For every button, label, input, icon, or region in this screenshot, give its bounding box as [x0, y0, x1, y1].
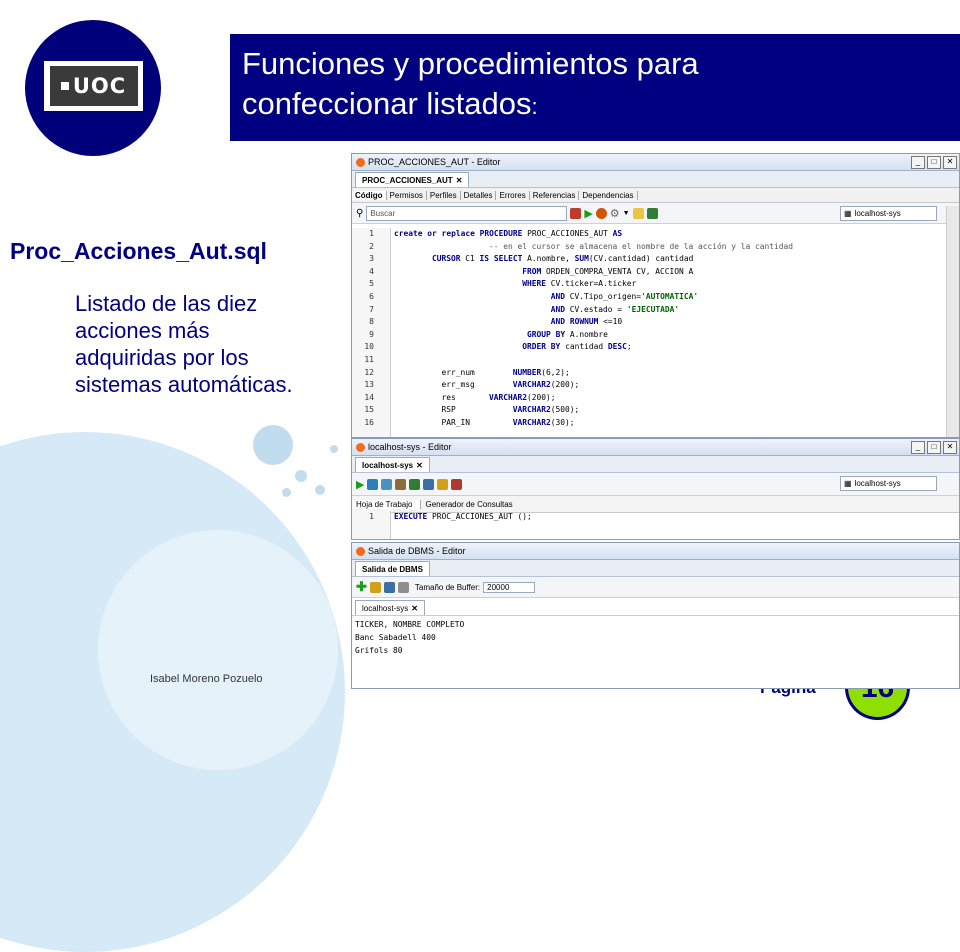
decorative-dot: [282, 488, 291, 497]
code-line[interactable]: [352, 316, 945, 329]
line-number: 1: [369, 229, 374, 238]
code-text: RSP VARCHAR2(500);: [394, 405, 580, 415]
window-title: PROC_ACCIONES_AUT - Editor: [368, 157, 501, 167]
tab-output-localhost-sys[interactable]: [355, 600, 425, 615]
line-number: 6: [369, 291, 374, 301]
gear-icon[interactable]: ⚙: [609, 207, 620, 220]
code-lines[interactable]: [352, 511, 945, 524]
close-button[interactable]: ✕: [943, 156, 957, 169]
editor-toolbar: [352, 203, 959, 224]
code-line[interactable]: [352, 341, 945, 354]
worksheet-toolbar: [352, 473, 959, 496]
print-icon[interactable]: [398, 582, 409, 593]
window-titlebar[interactable]: [352, 439, 959, 456]
line-number: 15: [364, 405, 374, 415]
history-icon[interactable]: [451, 479, 462, 490]
code-text: err_num NUMBER(6,2);: [394, 367, 570, 377]
code-line[interactable]: [352, 291, 945, 304]
line-number: 4: [369, 266, 374, 276]
subtab-referencias[interactable]: Referencias: [530, 191, 580, 200]
uoc-logo: [44, 61, 143, 111]
code-line[interactable]: [352, 404, 945, 417]
decorative-circle-small: [98, 530, 338, 770]
window-title: Salida de DBMS - Editor: [368, 546, 466, 556]
line-number: 13: [364, 380, 374, 390]
chevron-down-icon[interactable]: ▼: [622, 209, 630, 217]
code-text: ORDER BY cantidad DESC;: [522, 342, 632, 352]
window-titlebar[interactable]: [352, 154, 959, 171]
code-line[interactable]: [352, 228, 945, 241]
file-name-heading: Proc_Acciones_Aut.sql: [10, 238, 267, 264]
window-title: localhost-sys - Editor: [368, 442, 452, 452]
code-line[interactable]: [352, 392, 945, 405]
code-text: EXECUTE PROC_ACCIONES_AUT ();: [394, 512, 532, 521]
vertical-scrollbar[interactable]: [946, 206, 959, 437]
code-editor[interactable]: [352, 228, 945, 437]
code-text: AND CV.Tipo_origen='AUTOMATICA': [550, 291, 699, 301]
compile-icon[interactable]: [647, 208, 658, 219]
close-icon[interactable]: ✕: [455, 175, 463, 185]
subtab-permisos[interactable]: Permisos: [387, 191, 427, 200]
decorative-dot: [295, 470, 307, 482]
rollback-icon[interactable]: [395, 479, 406, 490]
code-lines[interactable]: [352, 228, 945, 430]
subtab-dependencias[interactable]: Dependencias: [579, 191, 637, 200]
tab-localhost-sys[interactable]: [355, 457, 430, 472]
author-name: Isabel Moreno Pozuelo: [150, 673, 263, 685]
line-number: 7: [369, 304, 374, 314]
window-titlebar[interactable]: [352, 543, 959, 560]
subtab-errores[interactable]: Errores: [496, 191, 529, 200]
save-icon[interactable]: [384, 582, 395, 593]
code-line[interactable]: [352, 354, 945, 367]
autotrace-icon[interactable]: [409, 479, 420, 490]
oracle-icon: [356, 158, 365, 167]
code-line[interactable]: [352, 241, 945, 254]
buffer-size-input[interactable]: 20000: [483, 582, 535, 593]
line-number: 8: [369, 317, 374, 327]
dbms-output-text: [355, 618, 464, 657]
minimize-button[interactable]: _: [911, 441, 925, 454]
decorative-dot: [272, 449, 286, 463]
line-number: 2: [369, 241, 374, 251]
maximize-button[interactable]: □: [927, 156, 941, 169]
line-number: 12: [364, 367, 374, 377]
tab-salida-de-dbms[interactable]: [355, 561, 430, 576]
title-banner: [230, 34, 960, 141]
connection-select[interactable]: [840, 206, 937, 221]
clear-icon[interactable]: [370, 582, 381, 593]
code-text: GROUP BY A.nombre: [527, 329, 608, 339]
code-line[interactable]: [352, 367, 945, 380]
edit-icon[interactable]: [633, 208, 644, 219]
explain-plan-icon[interactable]: [423, 479, 434, 490]
subtab-perfiles[interactable]: Perfiles: [427, 191, 461, 200]
connection-label: localhost-sys: [854, 209, 901, 218]
add-icon[interactable]: ✚: [356, 579, 367, 594]
commit-icon[interactable]: [381, 479, 392, 490]
output-tab-bar: [352, 598, 959, 616]
code-text: FROM ORDEN_COMPRA_VENTA CV, ACCION A: [522, 266, 694, 276]
editor-tab-bar: [352, 456, 959, 473]
code-text: -- en el cursor se almacena el nombre de la acción y la cantidad: [394, 241, 794, 251]
tab-label: localhost-sys: [362, 603, 409, 613]
code-line[interactable]: [352, 329, 945, 342]
code-line[interactable]: [352, 379, 945, 392]
decorative-dot: [315, 485, 325, 495]
tab-label: localhost-sys: [362, 460, 414, 470]
logo-text: UOC: [72, 74, 127, 98]
tab-label: PROC_ACCIONES_AUT: [362, 175, 453, 185]
database-icon: ▦: [844, 209, 852, 218]
close-button[interactable]: ✕: [943, 441, 957, 454]
code-text: err_msg VARCHAR2(200);: [394, 380, 580, 390]
line-number: 11: [364, 354, 374, 364]
code-line[interactable]: [352, 278, 945, 291]
search-icon: ⚲: [356, 207, 364, 219]
code-text: CURSOR C1 IS SELECT A.nombre, SUM(CV.cantidad) cantidad: [432, 254, 694, 264]
title-colon: :: [531, 94, 538, 119]
code-text: res VARCHAR2(200);: [394, 392, 556, 402]
line-number: 5: [369, 279, 374, 289]
buffer-size-label: Tamaño de Buffer:: [414, 582, 481, 592]
code-line[interactable]: [352, 417, 945, 430]
worksheet-code[interactable]: [352, 511, 945, 539]
page-title-line1: Funciones y procedimientos para: [242, 46, 699, 81]
line-number: 3: [369, 254, 374, 264]
line-number: 1: [369, 512, 374, 521]
close-icon[interactable]: ✕: [416, 460, 423, 470]
run-icon[interactable]: ▶: [584, 207, 593, 220]
line-number: 14: [364, 392, 374, 402]
subtab-detalles[interactable]: Detalles: [461, 191, 497, 200]
page-title-line2: confeccionar listados: [242, 86, 532, 121]
pin-icon[interactable]: [570, 208, 581, 219]
subtab-generador-de-consultas[interactable]: Generador de Consultas: [425, 499, 513, 509]
minimize-button[interactable]: _: [911, 156, 925, 169]
connection-select[interactable]: [840, 476, 937, 491]
subtab-bar: [352, 188, 959, 203]
line-number: 10: [364, 342, 374, 352]
code-text: AND CV.estado = 'EJECUTADA': [550, 304, 680, 314]
run-script-icon[interactable]: [367, 479, 378, 490]
search-input[interactable]: Buscar: [366, 206, 567, 221]
line-number: 16: [364, 417, 374, 427]
code-line[interactable]: [352, 266, 945, 279]
dbms-toolbar: [352, 577, 959, 598]
decorative-dot: [330, 445, 338, 453]
connection-label: localhost-sys: [854, 479, 901, 488]
output-line: TICKER, NOMBRE COMPLETO: [355, 620, 465, 629]
code-text: PAR_IN VARCHAR2(30);: [394, 417, 575, 427]
oracle-icon: [356, 547, 365, 556]
description-text: Listado de las diez acciones más adquiridas por los sistemas automáticas.: [75, 291, 293, 397]
code-text: WHERE CV.ticker=A.ticker: [522, 279, 637, 289]
subtab-hoja-de-trabajo[interactable]: Hoja de Trabajo: [352, 500, 421, 509]
tab-proc-acciones-aut[interactable]: [355, 172, 469, 187]
code-line[interactable]: [352, 304, 945, 317]
code-line[interactable]: [352, 511, 945, 524]
output-line: Banc Sabadell 400: [355, 633, 436, 642]
oracle-icon: [356, 443, 365, 452]
debug-icon[interactable]: [596, 208, 607, 219]
editor-tab-bar: [352, 171, 959, 188]
editor-tab-bar: [352, 560, 959, 577]
run-statement-icon[interactable]: ▶: [356, 478, 365, 491]
clear-icon[interactable]: [437, 479, 448, 490]
close-icon[interactable]: ✕: [411, 603, 418, 613]
tab-label: Salida de DBMS: [362, 564, 423, 574]
code-line[interactable]: [352, 253, 945, 266]
dbms-output-window: [351, 542, 960, 689]
maximize-button[interactable]: □: [927, 441, 941, 454]
worksheet-editor-window: [351, 438, 960, 540]
subtab-codigo[interactable]: Código: [352, 191, 387, 200]
line-number: 9: [369, 329, 374, 339]
code-text: AND ROWNUM <=10: [550, 317, 623, 327]
procedure-editor-window: [351, 153, 960, 438]
database-icon: ▦: [844, 479, 852, 488]
output-line: Grifols 80: [355, 646, 403, 655]
code-text: create or replace PROCEDURE PROC_ACCIONES_AUT AS: [394, 229, 623, 238]
